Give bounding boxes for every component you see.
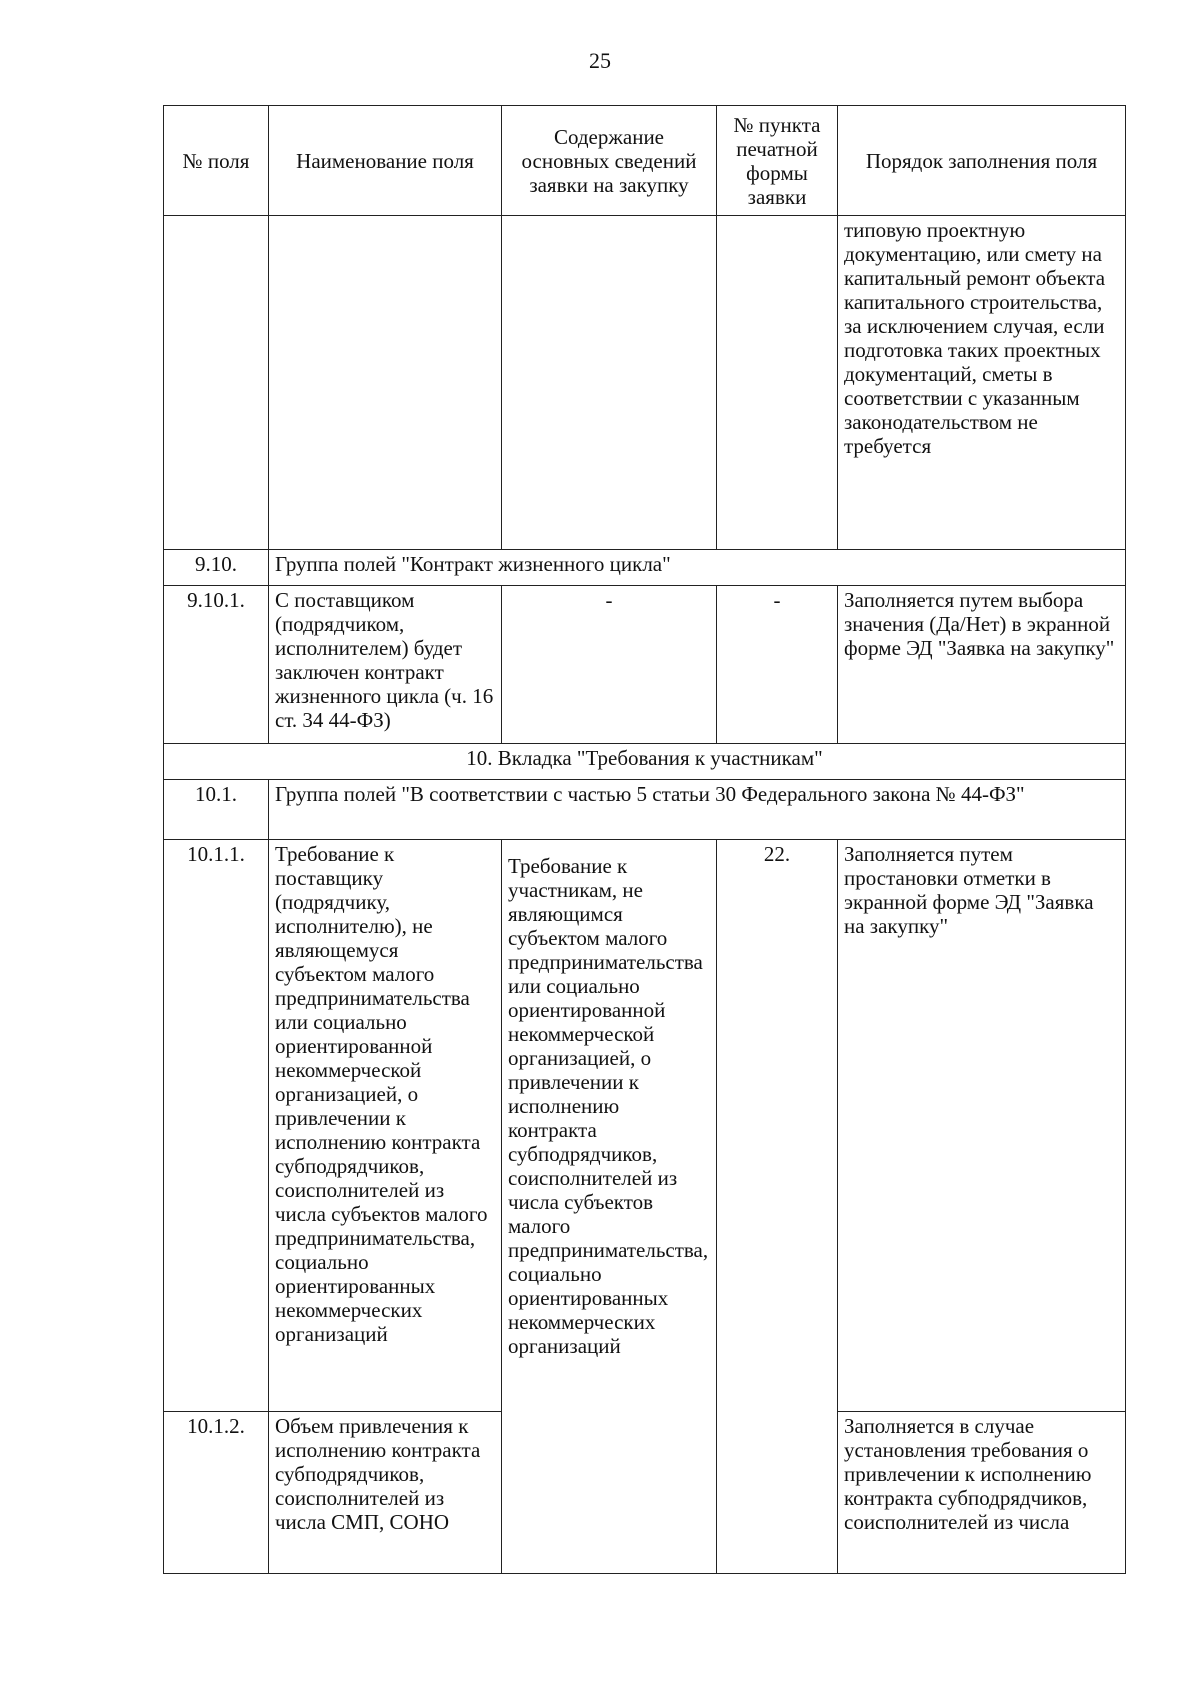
cell-field-name: Требование к поставщику (подрядчику, исполнителю), не являющемуся субъектом малого предпринимательства или социально ориентированной некоммерческой организацией, о привлечении к исполнению контракта субподрядчиков, соисполнителей из числа субъектов малого предпринимательства, социально ориентированных некоммерческих организаций	[269, 840, 502, 1412]
cell-empty	[164, 216, 269, 550]
cell-content: -	[502, 586, 717, 744]
cell-field-no: 9.10.1.	[164, 586, 269, 744]
cell-content: Требование к участникам, не являющимся субъектом малого предпринимательства или социально ориентированной некоммерческой организацией, о привлечении к исполнению контракта субподрядчиков, соисполнителей из числа субъектов малого предпринимательства, социально ориентированных некоммерческих организаций	[502, 840, 717, 1574]
cell-print-item: 22.	[717, 840, 838, 1574]
header-fill-order: Порядок заполнения поля	[838, 106, 1126, 216]
cell-fill-order: Заполняется путем выбора значения (Да/Нет) в экранной форме ЭД "Заявка на закупку"	[838, 586, 1126, 744]
cell-field-no: 9.10.	[164, 550, 269, 586]
header-field-no: № поля	[164, 106, 269, 216]
group-row	[164, 550, 1126, 586]
section-row	[164, 744, 1126, 780]
cell-fill-order: Заполняется путем простановки отметки в экранной форме ЭД "Заявка на закупку"	[838, 840, 1126, 1412]
cell-group-title: Группа полей "В соответствии с частью 5 статьи 30 Федерального закона № 44-ФЗ"	[269, 780, 1126, 840]
cell-field-no: 10.1.2.	[164, 1412, 269, 1574]
cell-empty	[717, 216, 838, 550]
cell-field-no: 10.1.	[164, 780, 269, 840]
table-row	[164, 840, 1126, 1412]
cell-empty	[269, 216, 502, 550]
cell-fill-order: Заполняется в случае установления требования о привлечении к исполнению контракта субподрядчиков, соисполнителей из числа	[838, 1412, 1126, 1574]
table-row	[164, 586, 1126, 744]
cell-fill-order: типовую проектную документацию, или смету на капитальный ремонт объекта капитального строительства, за исключением случая, если подготовка таких проектных документаций, сметы в соответствии с указанным законодательством не требуется	[838, 216, 1126, 550]
group-row	[164, 780, 1126, 840]
cell-field-no: 10.1.1.	[164, 840, 269, 1412]
cell-field-name: С поставщиком (подрядчиком, исполнителем) будет заключен контракт жизненного цикла (ч. 16 ст. 34 44-ФЗ)	[269, 586, 502, 744]
cell-group-title: Группа полей "Контракт жизненного цикла"	[269, 550, 1126, 586]
cell-empty	[502, 216, 717, 550]
header-content: Содержание основных сведений заявки на закупку	[502, 106, 717, 216]
cell-field-name: Объем привлечения к исполнению контракта субподрядчиков, соисполнителей из числа СМП, СОНО	[269, 1412, 502, 1574]
fields-table	[163, 105, 1126, 1574]
cell-section-title: 10. Вкладка "Требования к участникам"	[164, 744, 1126, 780]
table-row	[164, 216, 1126, 550]
header-field-name: Наименование поля	[269, 106, 502, 216]
page-number: 25	[589, 48, 611, 73]
header-print-item: № пункта печатной формы заявки	[717, 106, 838, 216]
table-header-row	[164, 106, 1126, 216]
cell-print-item: -	[717, 586, 838, 744]
